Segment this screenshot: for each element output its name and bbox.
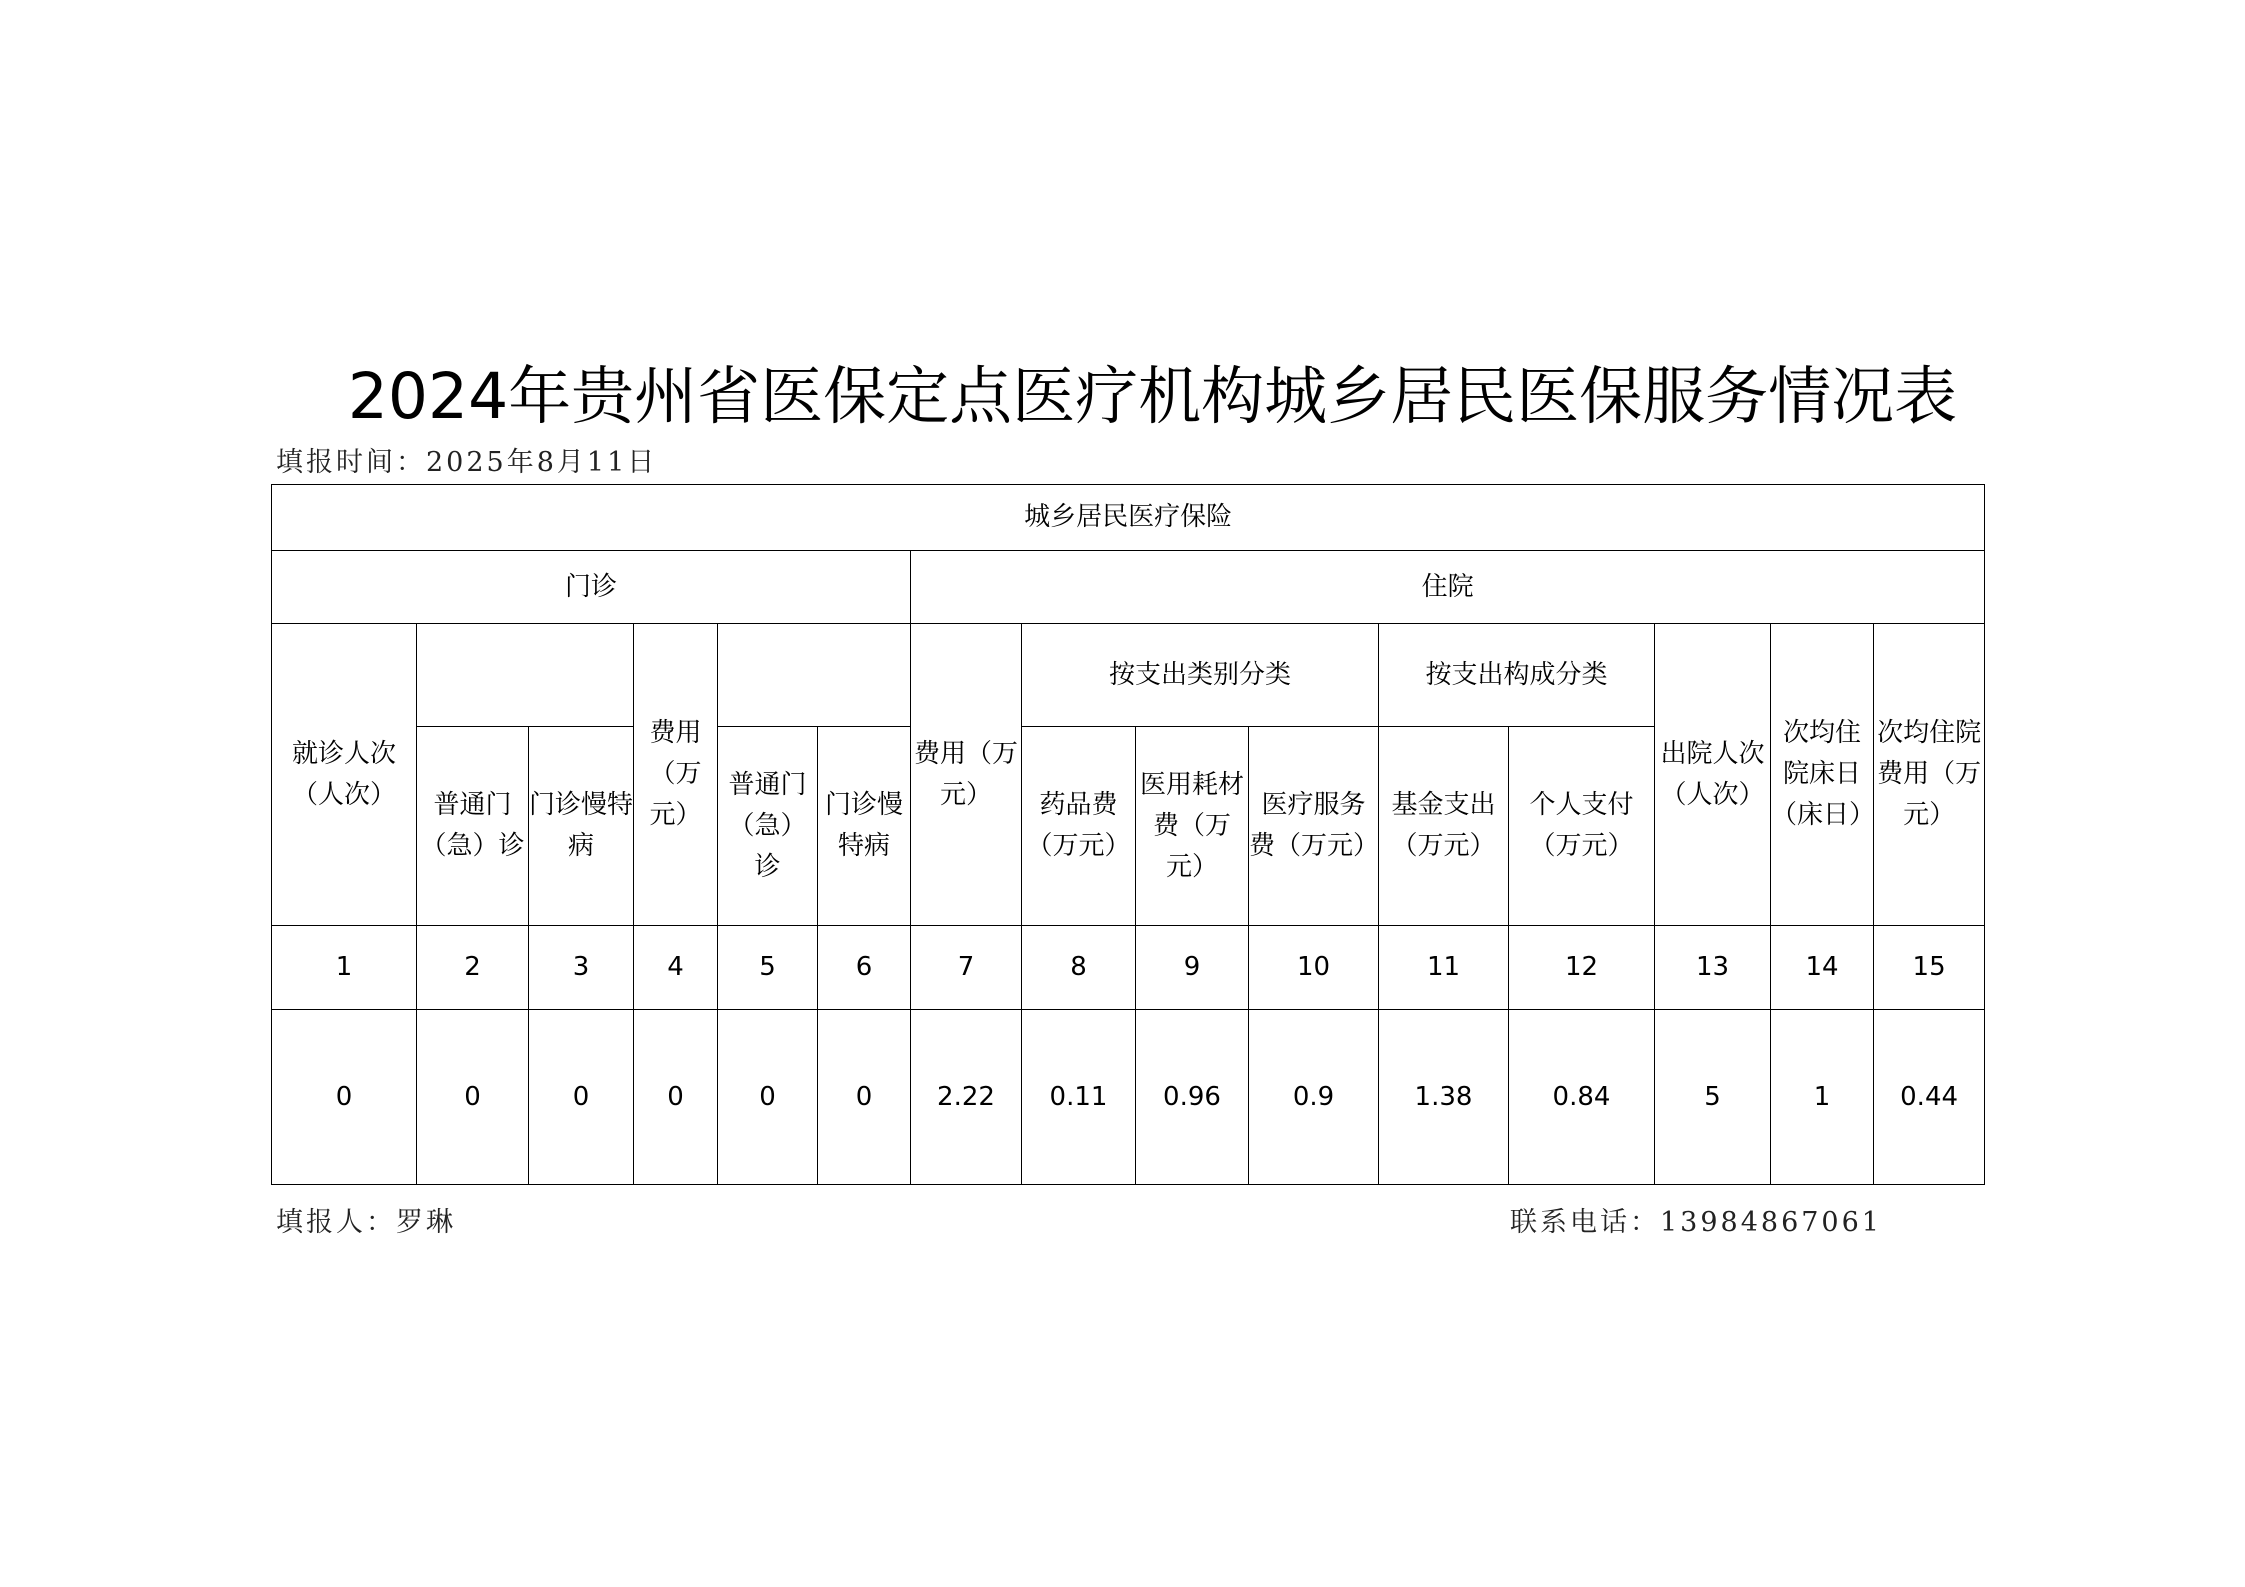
header-medical-service: 医疗服务费（万元） bbox=[1249, 727, 1379, 926]
header-chronic-disease: 门诊慢特病 bbox=[529, 727, 634, 926]
column-number: 11 bbox=[1379, 926, 1509, 1010]
column-number: 2 bbox=[417, 926, 529, 1010]
header-inpatient-cost: 费用（万元） bbox=[911, 624, 1022, 926]
header-by-expense-composition: 按支出构成分类 bbox=[1379, 624, 1655, 727]
column-number: 14 bbox=[1771, 926, 1874, 1010]
header-general-outpatient-cost: 普通门（急）诊 bbox=[718, 727, 818, 926]
header-discharges: 出院人次（人次） bbox=[1655, 624, 1771, 926]
data-cell: 0.11 bbox=[1022, 1010, 1136, 1185]
data-cell: 0 bbox=[417, 1010, 529, 1185]
data-cell: 1 bbox=[1771, 1010, 1874, 1185]
column-number: 5 bbox=[718, 926, 818, 1010]
page-title: 2024年贵州省医保定点医疗机构城乡居民医保服务情况表 bbox=[347, 360, 1958, 433]
data-cell: 0 bbox=[818, 1010, 911, 1185]
column-number: 6 bbox=[818, 926, 911, 1010]
data-cell: 0.9 bbox=[1249, 1010, 1379, 1185]
column-number: 10 bbox=[1249, 926, 1379, 1010]
contact-phone: 联系电话：13984867061 bbox=[1510, 1207, 1882, 1238]
column-number: 3 bbox=[529, 926, 634, 1010]
data-cell: 5 bbox=[1655, 1010, 1771, 1185]
header-chronic-disease-cost: 门诊慢特病 bbox=[818, 727, 911, 926]
header-avg-cost: 次均住院费用（万元） bbox=[1874, 624, 1985, 926]
data-cell: 0 bbox=[634, 1010, 718, 1185]
header-fund-payment: 基金支出（万元） bbox=[1379, 727, 1509, 926]
header-outpatient-cost: 费用（万元） bbox=[634, 624, 718, 926]
header-visits: 就诊人次（人次） bbox=[272, 624, 417, 926]
data-cell: 0.96 bbox=[1136, 1010, 1249, 1185]
header-general-outpatient: 普通门（急）诊 bbox=[417, 727, 529, 926]
column-number: 12 bbox=[1509, 926, 1655, 1010]
column-number: 7 bbox=[911, 926, 1022, 1010]
value-row bbox=[272, 1010, 1985, 1185]
header-inpatient: 住院 bbox=[911, 551, 1985, 624]
column-number: 9 bbox=[1136, 926, 1249, 1010]
service-table bbox=[271, 484, 1985, 1185]
data-cell: 0.44 bbox=[1874, 1010, 1985, 1185]
header-urban-rural-insurance: 城乡居民医疗保险 bbox=[272, 485, 1985, 551]
header-personal-payment: 个人支付（万元） bbox=[1509, 727, 1655, 926]
data-cell: 0 bbox=[272, 1010, 417, 1185]
header-drug-cost: 药品费（万元） bbox=[1022, 727, 1136, 926]
data-cell: 2.22 bbox=[911, 1010, 1022, 1185]
fill-date: 填报时间：2025年8月11日 bbox=[276, 447, 658, 478]
data-cell: 0 bbox=[529, 1010, 634, 1185]
filler: 填报人：罗琳 bbox=[276, 1207, 456, 1238]
column-number-row bbox=[272, 926, 1985, 1010]
data-cell: 0 bbox=[718, 1010, 818, 1185]
header-outpatient: 门诊 bbox=[272, 551, 911, 624]
column-number: 15 bbox=[1874, 926, 1985, 1010]
header-medical-consumables: 医用耗材费（万元） bbox=[1136, 727, 1249, 926]
header-avg-bed-days: 次均住院床日（床日） bbox=[1771, 624, 1874, 926]
header-by-expense-category: 按支出类别分类 bbox=[1022, 624, 1379, 727]
column-number: 13 bbox=[1655, 926, 1771, 1010]
column-number: 4 bbox=[634, 926, 718, 1010]
data-cell: 1.38 bbox=[1379, 1010, 1509, 1185]
data-cell: 0.84 bbox=[1509, 1010, 1655, 1185]
column-number: 8 bbox=[1022, 926, 1136, 1010]
column-number: 1 bbox=[272, 926, 417, 1010]
